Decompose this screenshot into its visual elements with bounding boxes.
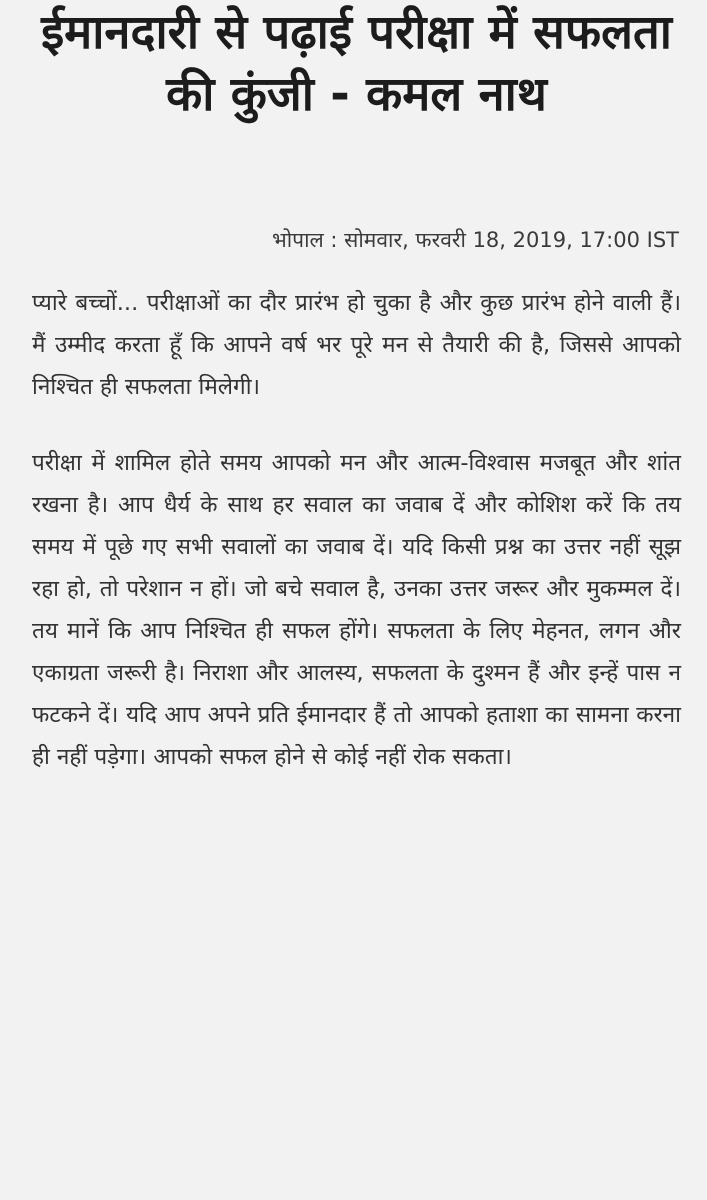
- article-paragraph: परीक्षा में शामिल होते समय आपको मन और आत्म-विश्वास मजबूत और शांत रखना है। आप धैर्य के साथ हर सवाल का जवाब दें और कोशिश करें कि तय समय में पूछे गए सभी सवालों का जवाब दें। यदि किसी प्रश्न का उत्तर नहीं सूझ रहा हो, तो परेशान न हों। जो बचे सवाल है, उनका उत्तर जरूर और मुकम्मल दें। तय मानें कि आप निश्चित ही सफल होंगे। सफलता के लिए मेहनत, लगन और एकाग्रता जरूरी है। निराशा और आलस्य, सफलता के दुश्मन हैं और इन्हें पास न फटकने दें। यदि आप अपने प्रति ईमानदार हैं तो आपको हताशा का सामना करना ही नहीं पड़ेगा। आपको सफल होने से कोई नहीं रोक सकता।: [32, 450, 681, 770]
- article-paragraph: प्यारे बच्चों... परीक्षाओं का दौर प्रारंभ हो चुका है और कुछ प्रारंभ होने वाली हैं। मैं उम्मीद करता हूँ कि आपने वर्ष भर पूरे मन से तैयारी की है, जिससे आपको निश्चित ही सफलता मिलेगी।: [32, 290, 681, 400]
- article-headline: ईमानदारी से पढ़ाई परीक्षा में सफलता की कुंजी - कमल नाथ: [41, 5, 672, 122]
- article-body: [32, 282, 681, 778]
- article-dateline: भोपाल : सोमवार, फरवरी 18, 2019, 17:00 IST: [271, 228, 679, 252]
